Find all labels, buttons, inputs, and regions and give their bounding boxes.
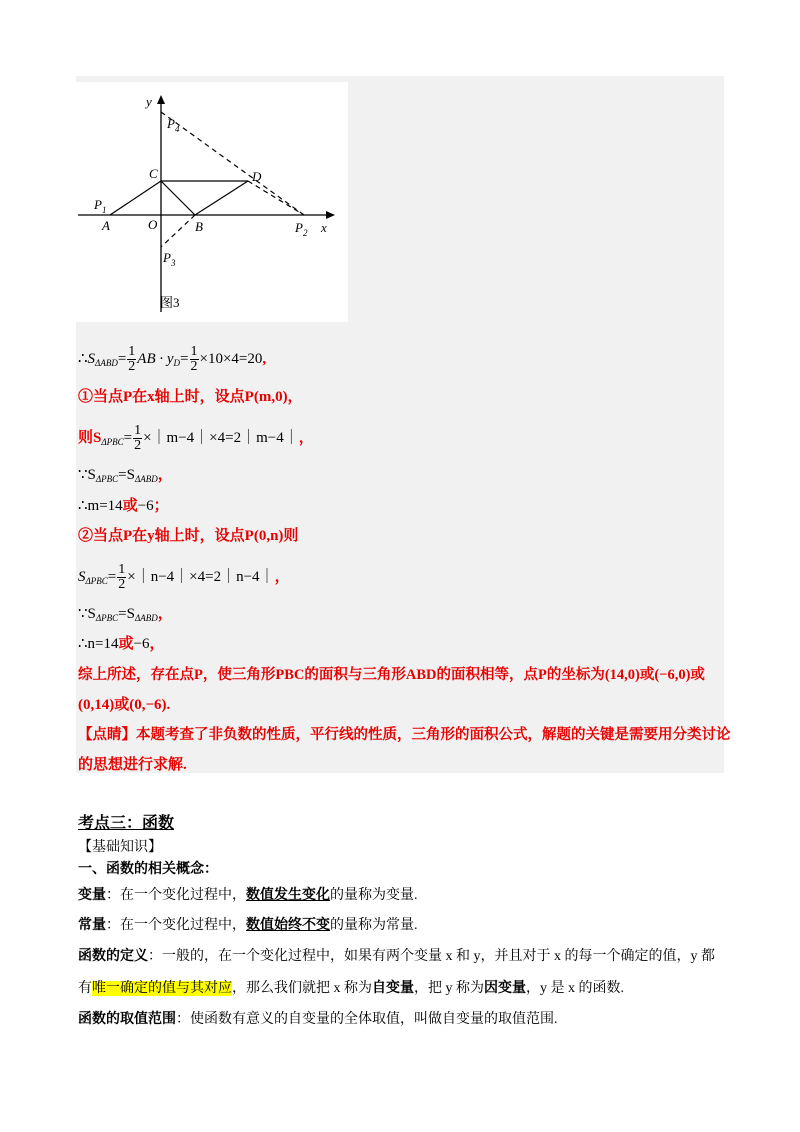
solution-line-8: $\because S_{\Delta PBC}=S_{\Delta ABD}$， [78, 606, 173, 623]
solution-line-9: ∴n=14或−6， [78, 636, 165, 652]
solution-conclusion-2: (0,14)或(0,−6). [78, 697, 171, 713]
coordinate-figure [76, 82, 348, 322]
label-p1: P [94, 197, 102, 212]
figure-caption: 图3 [160, 295, 180, 310]
key-point-2: 的思想进行求解. [78, 757, 187, 773]
label-p4-sub: 4 [175, 124, 180, 134]
solution-line-4: $\because S_{\Delta PBC}=S_{\Delta ABD}$， [78, 467, 173, 484]
label-p2: P [295, 220, 303, 235]
basic-knowledge-label: 【基础知识】 [78, 840, 162, 855]
solution-line-3: 则$S_{\Delta PBC}=$ $\frac{1}{2}$ ×｜m−4｜×4=2｜m−4｜， [78, 423, 314, 453]
label-c: C [149, 166, 158, 181]
variable-definition: 变量：在一个变化过程中，数值发生变化的量称为变量. [78, 888, 418, 903]
label-o: O [148, 217, 158, 232]
key-point-1: 【点睛】本题考查了非负数的性质，平行线的性质，三角形的面积公式，解题的关键是需要用分类讨论 [78, 727, 731, 743]
label-p3: P [163, 250, 171, 265]
solution-conclusion-1: 综上所述，存在点P，使三角形PBC的面积与三角形ABD的面积相等，点P的坐标为(14,0)或(−6,0)或 [78, 667, 705, 683]
figure-svg [76, 82, 348, 322]
label-p4: P [167, 116, 175, 131]
label-x: x [321, 220, 327, 235]
label-p3-sub: 3 [171, 258, 176, 268]
section-heading: 考点三：函数 [78, 815, 175, 832]
function-definition-2: 有唯一确定的值与其对应，那么我们就把 x 称为自变量，把 y 称为因变量，y 是 x 的函数. [78, 981, 624, 996]
label-b: B [195, 219, 203, 234]
function-definition-1: 函数的定义：一般的，在一个变化过程中，如果有两个变量 x 和 y，并且对于 x 的每一个确定的值，y 都 [78, 949, 715, 964]
label-a: A [102, 218, 110, 233]
constant-definition: 常量：在一个变化过程中，数值始终不变的量称为常量. [78, 918, 418, 933]
domain-definition: 函数的取值范围：使函数有意义的自变量的全体取值，叫做自变量的取值范围. [78, 1012, 558, 1027]
label-p2-sub: 2 [303, 228, 308, 238]
solution-line-6: ②当点P在y轴上时，设点P(0,n)则 [78, 528, 299, 544]
label-d: D [252, 169, 262, 184]
solution-line-2: ①当点P在x轴上时，设点P(m,0)， [78, 389, 303, 405]
concepts-title: 一、函数的相关概念： [78, 862, 218, 877]
label-y: y [146, 94, 152, 109]
solution-line-7: $S_{\Delta PBC}=$ $\frac{1}{2}$ ×｜n−4｜×4=2｜n−4｜， [78, 562, 290, 592]
solution-line-5: ∴m=14或−6； [78, 498, 169, 514]
label-p1-sub: 1 [102, 205, 107, 215]
solution-line-1: $\therefore S_{\Delta ABD}=$ $\frac{1}{2}$ AB · $y_D=$ $\frac{1}{2}$ ×10×4=20, [78, 344, 267, 374]
